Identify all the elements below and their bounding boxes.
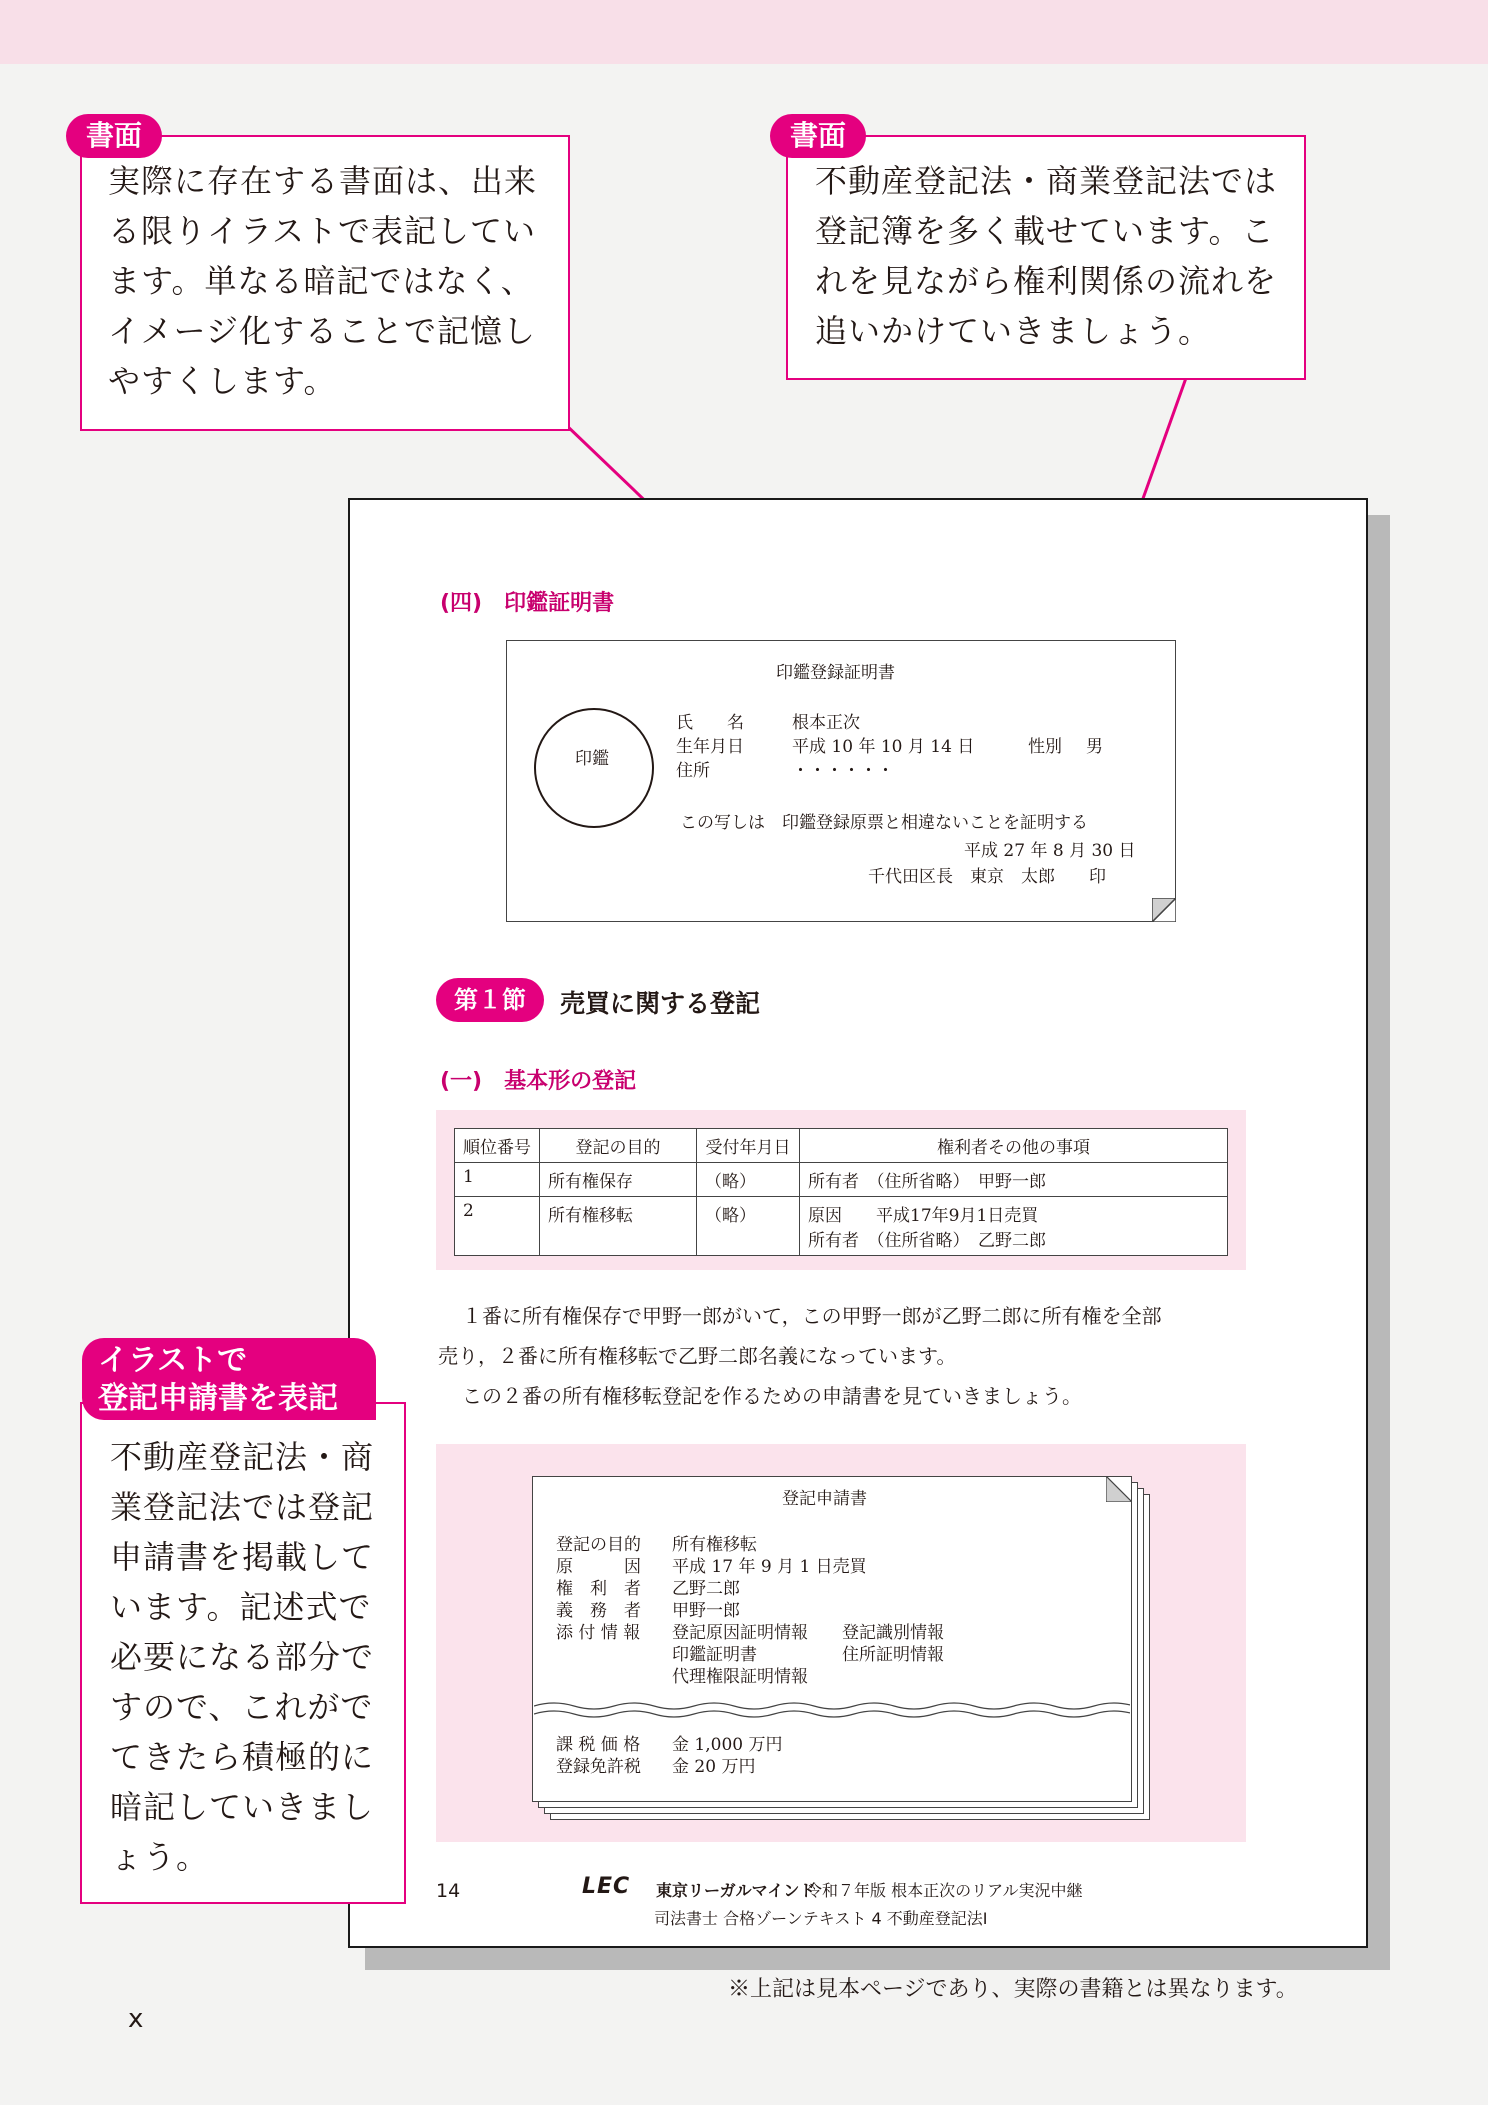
callout-line: 不動産登記法・商業登記法では	[815, 162, 1278, 200]
omission-wave	[534, 1700, 1130, 1720]
address-value: ・・・・・・	[792, 761, 894, 781]
page-curl-icon	[1152, 898, 1176, 922]
table-cell: 1	[455, 1163, 540, 1197]
callout-tag-line: 登記申請書を表記	[98, 1381, 338, 1416]
purpose-label: 登記の目的	[556, 1535, 641, 1555]
address-label: 住所	[676, 761, 710, 781]
page-number: 14	[436, 1880, 461, 1902]
certificate-date: 平成 27 年 8 月 30 日	[964, 841, 1136, 861]
table-cell: （略）	[697, 1163, 800, 1197]
callout-line: 必要になる部分で	[110, 1638, 375, 1676]
table-header: 順位番号	[455, 1129, 540, 1163]
callout-tag-line: イラストで	[98, 1343, 248, 1378]
table-cell: 2	[455, 1197, 540, 1256]
cause-value: 平成 17 年 9 月 1 日売買	[672, 1557, 867, 1577]
name-value: 根本正次	[792, 713, 860, 733]
callout-line: る限りイラストで表記してい	[108, 212, 537, 250]
table-cell-line: 所有者 （住所省略） 乙野二郎	[808, 1231, 1046, 1251]
callout-line: います。記述式で	[110, 1588, 372, 1626]
callout-line: れを見ながら権利関係の流れを	[815, 262, 1278, 300]
callout-tag-written: 書面	[770, 114, 866, 158]
sample-disclaimer: ※上記は見本ページであり、実際の書籍とは異なります。	[728, 1977, 1298, 2002]
attachment-item: 印鑑証明書	[672, 1645, 757, 1665]
right-holder-value: 乙野二郎	[672, 1579, 740, 1599]
callout-line: イメージ化することで記憶し	[108, 312, 537, 350]
section-heading-seal-certificate: (四) 印鑑証明書	[440, 591, 615, 616]
right-holder-label: 権 利 者	[556, 1579, 641, 1599]
callout-line: 不動産登記法・商	[110, 1438, 375, 1476]
registration-tax-value: 金 20 万円	[672, 1757, 756, 1777]
registry-table	[454, 1128, 1228, 1256]
sex-value: 男	[1086, 737, 1103, 757]
table-cell-line: 原因 平成17年9月1日売買	[808, 1206, 1039, 1226]
footer-series: 令和７年版 根本正次のリアル実況中継	[806, 1881, 1083, 1900]
chapter-title: 売買に関する登記	[560, 989, 761, 1018]
attachment-item: 代理権限証明情報	[672, 1667, 808, 1687]
table-cell: （略）	[697, 1197, 800, 1256]
table-cell: 所有権保存	[540, 1163, 697, 1197]
table-cell: 所有権移転	[540, 1197, 697, 1256]
seal-label: 印鑑	[575, 749, 609, 769]
callout-line: やすくします。	[108, 362, 337, 400]
taxable-value-label: 課 税 価 格	[556, 1735, 641, 1755]
lec-logo: LEC	[582, 1874, 631, 1899]
table-row	[455, 1197, 1228, 1256]
taxable-value: 金 1,000 万円	[672, 1735, 783, 1755]
footer-book-title: 司法書士 合格ゾーンテキスト 4 不動産登記法Ⅰ	[654, 1909, 988, 1928]
table-header-row	[455, 1129, 1228, 1163]
sex-label: 性別	[1028, 737, 1062, 757]
callout-line: すので、これがで	[110, 1688, 374, 1726]
table-header: 受付年月日	[697, 1129, 800, 1163]
obligor-label: 義 務 者	[556, 1601, 641, 1621]
chapter-badge: 第１節	[436, 978, 544, 1022]
purpose-value: 所有権移転	[672, 1535, 757, 1555]
body-line: 売り，２番に所有権移転で乙野二郎名義になっています。	[438, 1344, 957, 1368]
certificate-statement: この写しは 印鑑登録原票と相違ないことを証明する	[680, 813, 1088, 833]
certificate-title: 印鑑登録証明書	[776, 663, 895, 683]
dob-label: 生年月日	[676, 737, 744, 757]
attachment-item: 住所証明情報	[842, 1645, 944, 1665]
section-heading-basic: (一) 基本形の登記	[440, 1069, 637, 1094]
table-header: 登記の目的	[540, 1129, 697, 1163]
callout-line: 申請書を掲載して	[110, 1538, 375, 1576]
application-title: 登記申請書	[782, 1489, 867, 1509]
callout-line: ます。単なる暗記ではなく、	[108, 262, 534, 300]
attachment-item: 登記原因証明情報	[672, 1623, 808, 1643]
obligor-value: 甲野一郎	[672, 1601, 740, 1621]
callout-line: てきたら積極的に	[110, 1738, 375, 1776]
cause-label: 原 因	[556, 1557, 641, 1577]
body-line: １番に所有権保存で甲野一郎がいて，この甲野一郎が乙野二郎に所有権を全部	[462, 1304, 1162, 1328]
roman-page-number: x	[128, 2004, 144, 2034]
table-cell	[800, 1197, 1228, 1256]
page-corner-icon	[1106, 1476, 1132, 1502]
name-label: 氏 名	[676, 713, 744, 733]
certificate-issuer: 千代田区長 東京 太郎 印	[868, 867, 1106, 887]
registration-tax-label: 登録免許税	[556, 1757, 641, 1777]
attachment-item: 登記識別情報	[842, 1623, 944, 1643]
callout-line: ょう。	[110, 1838, 210, 1876]
dob-value: 平成 10 年 10 月 14 日	[792, 737, 975, 757]
table-header: 権利者その他の事項	[800, 1129, 1228, 1163]
callout-line: 暗記していきまし	[110, 1788, 375, 1826]
callout-line: 実際に存在する書面は、出来	[108, 162, 538, 200]
callout-line: 業登記法では登記	[110, 1488, 375, 1526]
table-cell: 所有者 （住所省略） 甲野一郎	[800, 1163, 1228, 1197]
table-row	[455, 1163, 1228, 1197]
footer-company: 東京リーガルマインド	[656, 1881, 816, 1900]
callout-line: 追いかけていきましょう。	[815, 312, 1212, 350]
body-line: この２番の所有権移転登記を作るための申請書を見ていきましょう。	[462, 1384, 1082, 1408]
attachment-label: 添 付 情 報	[556, 1623, 641, 1643]
callout-tag-written: 書面	[66, 114, 162, 158]
callout-line: 登記簿を多く載せています。こ	[815, 212, 1275, 250]
